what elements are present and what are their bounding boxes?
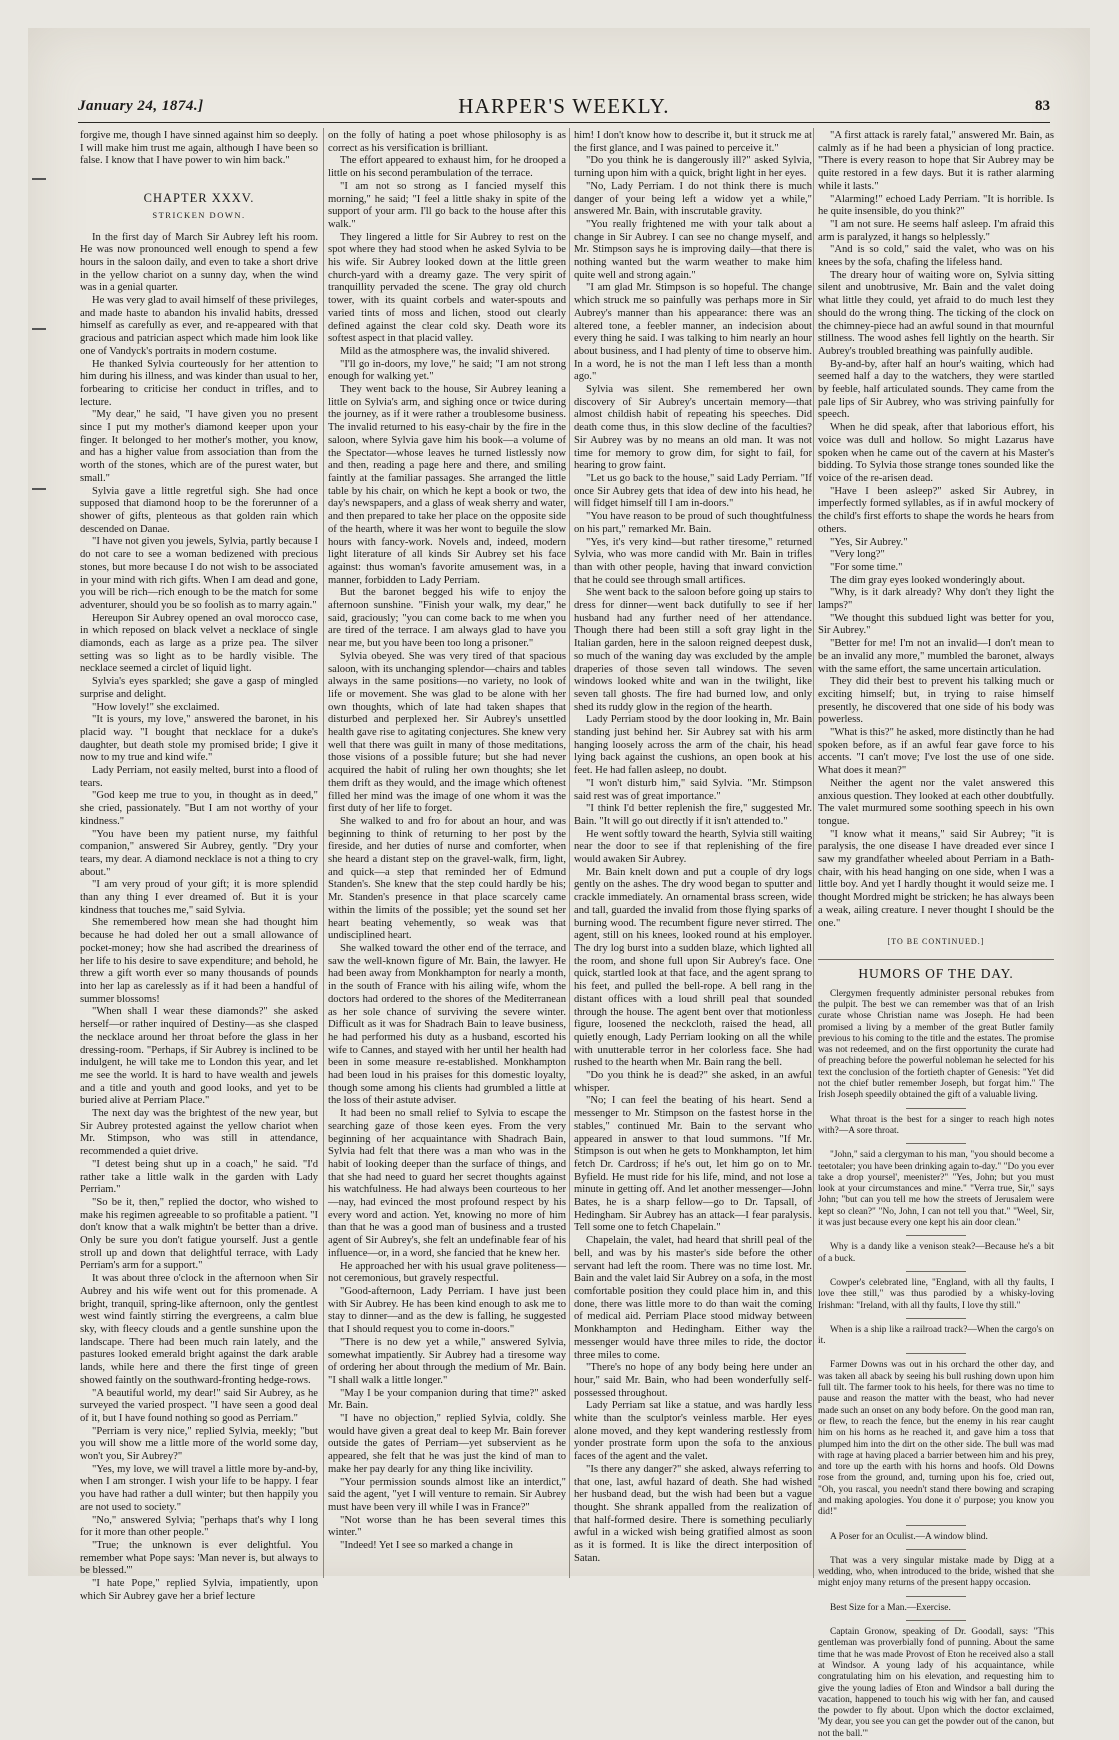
newspaper-page [28, 28, 1090, 1739]
item-divider [906, 1596, 966, 1597]
column-rule [813, 128, 814, 1578]
paragraph: Hereupon Sir Aubrey opened an oval morocco case, in which reposed on black velvet a necklace of single diamonds, each as large as a prize pea. The silver setting was so light as to be hardly visible. The necklace seemed a circlet of liquid light. [80, 612, 318, 675]
column-3-body [574, 130, 812, 1565]
paragraph: "A beautiful world, my dear!" said Sir Aubrey, as he surveyed the varied prospect. "I have seen a good deal of it, but I have found nothing so good as Perriam." [80, 1387, 318, 1424]
item-divider [906, 1143, 966, 1144]
paragraph: Chapelain, the valet, had heard that shrill peal of the bell, and was by his master's side before the other servant had left the room. There was no time lost. Mr. Bain and the valet laid Sir Aubrey on a sofa, in the most comfortable position they could place him in, and this done, there was little more to do than wait the coming of medical aid. Perriam Place stood midway between Monkhampton and Hedingham. Either way the messenger would have three miles to ride, the doctor three miles to come. [574, 1235, 812, 1361]
humor-item: When is a ship like a railroad track?—When the cargo's on it. [818, 1324, 1054, 1347]
paragraph: "Your permission sounds almost like an interdict," said the agent, "yet I will venture to remain. Sir Aubrey must have been very ill while I was in France?" [328, 1476, 566, 1513]
paragraph: The dreary hour of waiting wore on, Sylvia sitting silent and unobtrusive, Mr. Bain and the valet doing what little they could, yet afraid to do much lest they should do the wrong thing. The ticking of the clock on the chimney-piece had an awful sound in that mournful stillness. The wood ashes fell lightly on the hearth. Sir Aubrey's troubled breathing was painfully audible. [818, 269, 1054, 357]
paragraph: him! I don't know how to describe it, but it struck me at the first glance, and I was pained to perceive it." [574, 130, 812, 154]
item-divider [906, 1525, 966, 1526]
paragraph: She went back to the saloon before going up stairs to dress for dinner—went back dutifully to see if her husband had any further need of her attendance. Though there had been still a soft gray light in the Italian garden, here in the saloon reigned deepest dusk, so much of the waning day was excluded by the ample draperies of those seven tall windows. The seven windows looked white and wan in the twilight, like seven tall ghosts. The fire had burned low, and only shed its ruddy glow in the region of the hearth. [574, 587, 812, 713]
paragraph: "I have no objection," replied Sylvia, coldly. She would have given a great deal to keep Mr. Bain forever outside the gates of Perriam—yet subservient as he appeared, she felt that he was just the kind of man to make her pay dearly for any thing like incivility. [328, 1413, 566, 1475]
paragraph: Sylvia's eyes sparkled; she gave a gasp of mingled surprise and delight. [80, 676, 318, 700]
paragraph: They lingered a little for Sir Aubrey to rest on the spot where they had stood when he asked Sylvia to be his wife. Sir Aubrey looked down at the little green church-yard with a dreamy gaze. The very spirit of tranquillity pervaded the scene. The gray old church tower, with its quaint corbels and water-spouts and varied tints of moss and lichen, stood out clearly defined against the clear cold sky. Death wore its softest aspect in that placid valley. [328, 231, 566, 345]
humors-section-title: HUMORS OF THE DAY. [818, 959, 1054, 981]
paragraph: "No," answered Sylvia; "perhaps that's why I long for it more than other people." [80, 1514, 318, 1539]
page-edge-mark [32, 488, 46, 490]
humor-item: "John," said a clergyman to his man, "you should become a teetotaler; you have been drinking again to-day." "Do you ever take a drop yoursel', meenister?" "Yes, John; but you must look at your circumstances and mine." "Verra true, Sir," says John; "but can you tell me how the streets of Jerusalem were kept so clean?" "No, John, I can not tell you that." "Weel, Sir, it was just because every one kept his ain door clean." [818, 1150, 1054, 1229]
paragraph: "Yes, my love, we will travel a little more by-and-by, when I am stronger. I wish your life to be happy. I fear you have had rather a dull winter; but then happily you are not used to society." [80, 1463, 318, 1513]
column-1-body [80, 232, 318, 1604]
paragraph: "For some time." [830, 561, 903, 573]
paragraph: They went back to the house, Sir Aubrey leaning a little on Sylvia's arm, and sighing once or twice during the journey, as if it were rather a troublesome business. The invalid returned to his easy-chair by the fire in the saloon, where Sylvia gave him his book—a volume of the Spectator—whose leaves he turned listlessly now and then, reading a page here and there, and smiling faintly at the familiar passages. She arranged the little table by his chair, on which he kept a book or two, the day's newspapers, and a glass of weak sherry and water, and then prepared to take her place on the opposite side of the hearth, where it was her wont to beguile the slow hours with fancy-work. Novels and, indeed, modern light literature of all kinds Sir Aubrey set his face against: thus woman's favorite amusement was, in a manner, forbidden to Lady Perriam. [328, 384, 566, 586]
paragraph: Lady Perriam sat like a statue, and was hardly less white than the sculptor's veinless marble. Her eyes alone moved, and they kept wandering restlessly from yonder prostrate form upon the sofa to the anxious faces of the agent and the valet. [574, 1400, 812, 1463]
paragraph: Sylvia obeyed. She was very tired of that spacious saloon, with its unchanging splendor—chairs and tables always in the same positions—no variety, no look of life or movement. She was glad to be alone with her own thoughts, which of late had taken shapes that disturbed and perplexed her. Sir Aubrey's unsettled health gave rise to agitating conjectures. She knew very well that there was guilt in many of those meditations, those visions of a possible future; but she had never acquired the habit of ruling her own thoughts; she let them drift as they would, and the image which oftenest filled her mind was the image of one whom it was the first duty of her life to forget. [328, 650, 566, 815]
paragraph: "Alarming!" echoed Lady Perriam. "It is horrible. Is he quite insensible, do you think?" [818, 193, 1054, 218]
paragraph: It had been no small relief to Sylvia to escape the searching gaze of those keen eyes. From the very beginning of her acquaintance with Shadrach Bain, Sylvia had felt that there was a man who was in the habit of looking deeper than the surface of things, and that she had need to guard her secret thoughts against his watchfulness. He had always been courteous to her—nay, had evinced the most profound respect by his every word and action. Yet, knowing no more of him than that he was a good man of business and a trusted agent of Sir Aubrey's, she felt an undefinable fear of his influence—or, in a word, she fancied that he knew her. [328, 1108, 566, 1259]
paragraph: When he did speak, after that laborious effort, his voice was dull and hollow. So might Lazarus have spoken when he came out of the cavern at his Master's bidding. To Sylvia those strange tones sounded like the voice of the re-arisen dead. [818, 422, 1054, 484]
publication-title: HARPER'S WEEKLY. [458, 94, 670, 118]
paragraph: "And is so cold," said the valet, who was on his knees by the sofa, chafing the lifeless hand. [818, 244, 1054, 269]
humor-item: Captain Gronow, speaking of Dr. Goodall, says: "This gentleman was proverbially fond of punning. About the same time that he was made Provost of Eton he received also a stall at Windsor. A young lady of his acquaintance, while congratulating him on his elevation, and requesting him to give the young ladies of Eton and Windsor a ball during the vacation, happened to touch his wig with her fan, and caused the powder to fly about. Upon which the doctor exclaimed, 'My dear, you see you can get the powder out of the canon, but not the ball.'" [818, 1627, 1054, 1739]
paragraph: The effort appeared to exhaust him, for he drooped a little on his second perambulation of the terrace. [328, 155, 566, 180]
paragraph: "I'll go in-doors, my love," he said; "I am not strong enough for walking yet." [328, 358, 566, 383]
paragraph: "I have not given you jewels, Sylvia, partly because I do not care to see a woman bedizened with precious stones, but more because I do not wish to be associated in your mind with rich gifts. When I am dead and gone, you will be rich—rich enough to be the match for some adventurer, should you be so foolish as to marry again." [80, 536, 318, 611]
humor-item: Clergymen frequently administer personal rebukes from the pulpit. The best we can remember was that of an Irish curate whose Christian name was Joseph. He had been promised a living by a member of the great Butler family previous to his coming to the title and the estates. The promise was not redeemed, and on the first opportunity the curate had of preaching before the powerful nobleman he selected for his text the conclusion of the fortieth chapter of Genesis: "Yet did not the chief butler remember Joseph, but forgat him." The Irish Joseph speedily obtained the gift of a valuable living. [818, 988, 1054, 1101]
paragraph: "Is there any danger?" she asked, always referring to that one, last, awful hazard of death. She had wished her husband dead, but the wish had been but a vague thought. She shrank appalled from the realization of that half-formed desire. There is something peculiarly awful in a wicked wish being gratified almost as soon as it is formed. It is like the direct interposition of Satan. [574, 1463, 812, 1564]
paragraph: "How lovely!" she exclaimed. [92, 701, 220, 713]
item-divider [906, 1620, 966, 1621]
paragraph: "Yes, it's very kind—but rather tiresome," returned Sylvia, who was more candid with Mr. Bain in trifles than with other people, having that inward conviction that he could see through small artifices. [574, 536, 812, 586]
paragraph: "Let us go back to the house," said Lady Perriam. "If once Sir Aubrey gets that idea of dew into his head, he will fidget himself till I am in-doors." [574, 472, 812, 510]
paragraph: "My dear," he said, "I have given you no present since I put my mother's diamond keeper upon your finger. It belonged to her mother's mother, you know, and has a higher value from association than from the worth of the stones, which are of the purest water, but small." [80, 409, 318, 484]
paragraph: "We thought this subdued light was better for you, Sir Aubrey." [818, 612, 1054, 637]
paragraph: "Why, is it dark already? Why don't they light the lamps?" [818, 587, 1054, 612]
paragraph: "Perriam is very nice," replied Sylvia, meekly; "but you will show me a little more of the world some day, won't you, Sir Aubrey?" [80, 1425, 318, 1463]
paragraph: "No, Lady Perriam. I do not think there is much danger of your being left a widow yet a while," answered Mr. Bain, with inscrutable gravity. [574, 180, 812, 218]
paragraph: "I detest being shut up in a coach," he said. "I'd rather take a little walk in the garden with Lady Perriam." [80, 1158, 318, 1196]
paragraph: "Have I been asleep?" asked Sir Aubrey, in imperfectly formed syllables, as if in awful mockery of the child's first efforts to shape the words he hears from others. [818, 485, 1054, 535]
paragraph: "You have reason to be proud of such thoughtfulness on his part," remarked Mr. Bain. [574, 511, 812, 535]
item-divider [906, 1235, 966, 1236]
paragraph: She remembered how mean she had thought him because he had doled her out a small allowance of pocket-money; how she had ascribed the dreariness of her life to his desire to save expenditure; and behold, he threw a gift worth ever so many thousands of pounds into her lap as carelessly as if it had been a handful of summer blossoms! [80, 917, 318, 1005]
paragraph: "I am not sure. He seems half asleep. I'm afraid this arm is paralyzed, it hangs so helplessly." [818, 218, 1054, 243]
paragraph: She walked to and fro for about an hour, and was beginning to think of returning to her post by the fireside, and her duties of nurse and comforter, when she heard a distant step on the gravel-walk, firm, light, and quick—a step that reminded her of Edmund Standen's. She knew that the step could hardly be his; Mr. Standen's presence in that place scarcely came within the limits of the possible; yet the sound set her heart beating vehemently, so weak was that undisciplined heart. [328, 815, 566, 942]
paragraph: He was very glad to avail himself of these privileges, and made haste to abandon his invalid habits, dressed himself as carefully as ever, and re-appeared with that gracious and patrician aspect which made him look like one of Vandyck's portraits in modern costume. [80, 295, 318, 357]
paragraph: "I think I'd better replenish the fire," suggested Mr. Bain. "It will go out directly if it isn't attended to." [574, 803, 812, 827]
paragraph: "I know what it means," said Sir Aubrey; "it is paralysis, the one disease I have dreaded ever since I saw my grandfather wheeled about Perriam in a Bath-chair, with his head hanging on one side, when I was a little boy. And yet I hardly thought it would seize me. I thought Mordred might be stricken; he has always been a weak, ailing creature. I never thought I should be the one." [818, 828, 1054, 929]
column-2-body [328, 130, 566, 1553]
paragraph: "I am not so strong as I fancied myself this morning," he said; "I feel a little shaky in spite of the support of your arm. I'll go back to the house after this walk." [328, 180, 566, 230]
paragraph: "I am glad Mr. Stimpson is so hopeful. The change which struck me so painfully was perhaps more in Sir Aubrey's manner than his appearance: there was an altered tone, a feebler manner, an indecision about every thing he said. I was talking to him nearly an hour about business, and I had plenty of time to observe him. In a word, he is not the man I left less than a month ago." [574, 282, 812, 383]
humor-item: A Poser for an Oculist.—A window blind. [830, 1531, 988, 1542]
paragraph: "You have been my patient nurse, my faithful companion," answered Sir Aubrey, gently. "Dry your tears, my dear. A diamond necklace is not a thing to cry about." [80, 828, 318, 878]
paragraph: "Not worse than he has been several times this winter." [328, 1514, 566, 1539]
page-edge-mark [32, 328, 46, 330]
humor-item: What throat is the best for a singer to reach high notes with?—A sore throat. [818, 1114, 1054, 1136]
column-1 [80, 130, 318, 1602]
humor-item: Cowper's celebrated line, "England, with all thy faults, I love thee still," was thus parodied by a whisky-loving Irishman: "Ireland, with all thy faults, I love thy still." [818, 1277, 1054, 1311]
paragraph: "Do you think he is dangerously ill?" asked Sylvia, turning upon him with a quick, bright light in her eyes. [574, 155, 812, 180]
humor-item: That was a very singular mistake made by Digg at a wedding, who, when introduced to the bride, wished that she might enjoy many returns of the present happy occasion. [818, 1555, 1054, 1589]
paragraph: The next day was the brightest of the new year, but Sir Aubrey protested against the yellow chariot when Mr. Stimpson, who was still in attendance, recommended a quiet drive. [80, 1108, 318, 1158]
item-divider [906, 1549, 966, 1550]
chapter-title: CHAPTER XXXV. [143, 191, 255, 206]
paragraph: "What is this?" he asked, more distinctly than he had spoken before, as if an awful fear gave force to his accents. "I can't move; I've lost the use of one side. What does it mean?" [818, 727, 1054, 777]
paragraph: "A first attack is rarely fatal," answered Mr. Bain, as calmly as if he had been a physician of long practice. "There is every reason to hope that Sir Aubrey may be quite restored in a few days. But it is rather alarming while it lasts." [818, 130, 1054, 192]
paragraph: "I hate Pope," replied Sylvia, impatiently, upon which Sir Aubrey gave her a brief lecture [80, 1578, 318, 1602]
paragraph: She walked toward the other end of the terrace, and saw the well-known figure of Mr. Bain, the lawyer. He had been away from Monkhampton for nearly a month, in the south of France with his ailing wife, whom the doctors had ordered to the shores of the Mediterranean as her sole chance of surviving the severe winter. Difficult as it was for Shadrach Bain to leave business, he had performed his duty as a husband, escorted his wife to Cannes, and stayed with her until her health had been in some measure re-established. Monkhampton had been loud in his praises for this domestic loyalty, though some among his clients had grumbled a little at the loss of their astute adviser. [328, 943, 566, 1107]
humor-item: Best Size for a Man.—Exercise. [830, 1602, 951, 1613]
page-edge-mark [32, 178, 46, 180]
paragraph: "Better for me! I'm not an invalid—I don't mean to be an invalid any more," mumbled the baronet, always with the same effort, the same uncertain articulation. [818, 638, 1054, 675]
paragraph: "So be it, then," replied the doctor, who wished to make his regimen agreeable to so profitable a patient. "I don't know that a walk mightn't be better than a drive. Only be sure you don't fatigue yourself. Just a gentle stroll up and down that delightful terrace, with Lady Perriam's arm for a support." [80, 1196, 318, 1272]
page-number: 83 [1035, 98, 1050, 114]
paragraph: It was about three o'clock in the afternoon when Sir Aubrey and his wife went out for this promenade. A bright, tranquil, spring-like afternoon, only the gentlest west wind faintly stirring the evergreens, a calm blue sky, with fleecy clouds and a gentle sunshine upon the landscape. There had been much rain lately, and the pastures looked emerald bright against the dark arable lands, while here and there the first tinge of green showed faintly on the southward-fronting hedge-rows. [80, 1273, 318, 1386]
paragraph: "Indeed! Yet I see so marked a change in [340, 1540, 513, 1552]
paragraph: Lady Perriam stood by the door looking in, Mr. Bain standing just behind her. Sir Aubrey sat with his arm hanging loosely across the arm of the chair, his head lying back against the cushions, an open book at his feet. He had fallen asleep, no doubt. [574, 714, 812, 777]
masthead [78, 96, 1050, 123]
paragraph: "Very long?" [830, 549, 885, 561]
paragraph: Mild as the atmosphere was, the invalid shivered. [340, 345, 550, 357]
item-divider [906, 1108, 966, 1109]
paragraph: Mr. Bain knelt down and put a couple of dry logs gently on the ashes. The dry wood began to sputter and crackle immediately. An ornamental brass screen, wide and tall, guarded the invalid from those flying sparks of burning wood. The recumbent figure never stirred. The agent, still on his knees, looked round at his employer. The dry log burst into a sudden blaze, which lighted all the room, and shone full upon Sir Aubrey's face. One quick, startled look at that face, and the agent sprang to his feet, and pulled the bell-rope. A bell rang in the distant offices with a loud shrill peal that sounded through the house. The agent bent over that motionless figure, loosened the neckcloth, raised the head, all quietly enough, Lady Perriam looking on all the while with unutterable terror in her colorless face. She had rushed to the hearth when Mr. Bain rang the bell. [574, 866, 812, 1069]
paragraph: "Yes, Sir Aubrey." [830, 536, 908, 548]
paragraph: "When shall I wear these diamonds?" she asked herself—or rather inquired of Destiny—as she clasped the necklace around her throat before the glass in her dressing-room. "Perhaps, if Sir Aubrey is inclined to be indulgent, he will take me to London this year, and let me see the world. It is hard to have wealth and jewels and a title and youth and good looks, and yet to be buried alive at Perriam Place." [80, 1006, 318, 1107]
paragraph: But the baronet begged his wife to enjoy the afternoon sunshine. "Finish your walk, my dear," he said, graciously; "you can come back to me when you are tired of the terrace. I am always glad to have you near me, but you have been too long a prisoner." [328, 587, 566, 650]
paragraph: "It is yours, my love," answered the baronet, in his placid way. "I bought that necklace for a duke's daughter, but death stole my promised bride; I give it now to my true and kind wife." [80, 714, 318, 764]
column-4 [818, 130, 1054, 1739]
column-rule [569, 128, 570, 1578]
paragraph: "I am very proud of your gift; it is more splendid than any thing I ever dreamed of. But it is your kindness that touches me," said Sylvia. [80, 879, 318, 916]
paragraph: "There's no hope of any body being here under an hour," said Mr. Bain, who had been wonderfully self-possessed throughout. [574, 1362, 812, 1399]
column-2 [328, 130, 566, 1570]
paragraph: "God keep me true to you, in thought as in deed," she cried, passionately. "But I am not worthy of your kindness." [80, 790, 318, 827]
column-1-intro: forgive me, though I have sinned against him so deeply. I will make him trust me again, although I have been so false. I know that I have power to win him back." [80, 130, 318, 167]
paragraph: Lady Perriam, not easily melted, burst into a flood of tears. [80, 765, 318, 789]
chapter-subtitle: STRICKEN DOWN. [152, 209, 246, 220]
paragraph: He thanked Sylvia courteously for her attention to him during his illness, and was kinder than usual to her, forbearing to criticise her conduct in trifles, and to lecture. [80, 358, 318, 408]
paragraph: "You really frightened me with your talk about a change in Sir Aubrey. I can see no change myself, and Mr. Stimpson says he is improving daily—that there is nothing wanted but the warm weather to make him quite well and strong again." [574, 218, 812, 281]
paragraph: "True; the unknown is ever delightful. You remember what Pope says: 'Man never is, but always to be blessed.'" [80, 1539, 318, 1577]
paragraph: By-and-by, after half an hour's waiting, which had seemed half a day to the watchers, they were startled by feeble, half articulated sounds. They came from the pale lips of Sir Aubrey, who was striving painfully for speech. [818, 358, 1054, 421]
column-3 [574, 130, 812, 1570]
humor-item: Farmer Downs was out in his orchard the other day, and was taken all aback by seeing his bull rushing down upon him full tilt. The farmer took to his heels, for there was no time to pause and reason the matter with the beast, who had never made such an onset on any body before. On the good man ran, or flew, to reach the fence, but the enemy in his rear caught him on his horns as he reached it, and gave him a toss that plumped him into the dirt on the other side. The bull was mad with rage at having placed a barrier between him and his prey, and tore up the earth with his horns and hoofs. Old Downs rose from the ground, and, turning upon his foe, cried out, "Oh, you rascal, you needn't stand there bowing and scraping and making apologies. You done it o' purpose; you know you did!" [818, 1360, 1054, 1518]
column-4-body [818, 130, 1054, 930]
paragraph: "Good-afternoon, Lady Perriam. I have just been with Sir Aubrey. He has been kind enough to ask me to stay to dinner—and as the dew is falling, he suggested that I should request you to come in-doors." [328, 1285, 566, 1336]
paragraph: "May I be your companion during that time?" asked Mr. Bain. [328, 1387, 566, 1412]
humor-item: Why is a dandy like a venison steak?—Because he's a bit of a buck. [818, 1242, 1054, 1264]
issue-date: January 24, 1874.] [78, 98, 204, 114]
paragraph: The dim gray eyes looked wonderingly about. [830, 574, 1026, 586]
paragraph: They did their best to prevent his talking much or exciting himself; but, in trying to raise himself presently, he discovered that one side of his body was powerless. [818, 676, 1054, 726]
paragraph: He went softly toward the hearth, Sylvia still waiting near the door to see if that replenishing of the fire would awaken Sir Aubrey. [574, 828, 812, 866]
paragraph: Neither the agent nor the valet answered this anxious question. They looked at each other doubtfully. The valet murmured some soothing speech in his own tongue. [818, 777, 1054, 827]
humors-body [818, 989, 1054, 1740]
to-be-continued: [TO BE CONTINUED.] [887, 937, 985, 947]
paragraph: Sylvia was silent. She remembered her own discovery of Sir Aubrey's uncertain memory—that almost childish habit of repeating his speeches. Did death come thus, in this slow decline of the faculties? Sir Aubrey was by no means an old man. It was not time for memory to grow dim, for sight to fail, for hearing to grow faint. [574, 384, 812, 472]
paragraph: "There is no dew yet a while," answered Sylvia, somewhat impatiently. Sir Aubrey had a tiresome way of ordering her about through the medium of Mr. Bain. "I shall walk a little longer." [328, 1336, 566, 1386]
paragraph: In the first day of March Sir Aubrey left his room. He was now pronounced well enough to spend a few hours in the saloon daily, and even to take a short drive in the yellow chariot on a sunny day, when the wind was in a genial quarter. [80, 231, 318, 294]
paragraph: "No; I can feel the beating of his heart. Send a messenger to Mr. Stimpson on the fastest horse in the stables," continued Mr. Bain to the servant who appeared in answer to that loud summons. "If Mr. Stimpson is out when he gets to Monkhampton, let him fetch Dr. Cardross; if he's out, let him go on to Mr. Byfield. He must ride for his life, mind, and not lose a minute in getting off. And let another messenger—John Bates, he is a sharp fellow—go to Dr. Tapsall, of Hedingham. Sir Aubrey has an attack—I fear paralysis. Tell some one to fetch Chapelain." [574, 1095, 812, 1234]
paragraph: "Do you think he is dead?" she asked, in an awful whisper. [574, 1070, 812, 1094]
item-divider [906, 1271, 966, 1272]
item-divider [906, 1353, 966, 1354]
paragraph: Sylvia gave a little regretful sigh. She had once supposed that diamond hoop to be the forerunner of a shower of gifts, plenteous as that golden rain which descended on Danae. [80, 485, 318, 535]
item-divider [906, 1318, 966, 1319]
column-rule [323, 128, 324, 1578]
paragraph: "I won't disturb him," said Sylvia. "Mr. Stimpson said rest was of great importance." [574, 777, 812, 802]
paragraph: on the folly of hating a poet whose philosophy is as correct as his versification is brilliant. [328, 130, 566, 154]
paragraph: He approached her with his usual grave politeness—not ceremonious, but gravely respectful. [328, 1260, 566, 1285]
